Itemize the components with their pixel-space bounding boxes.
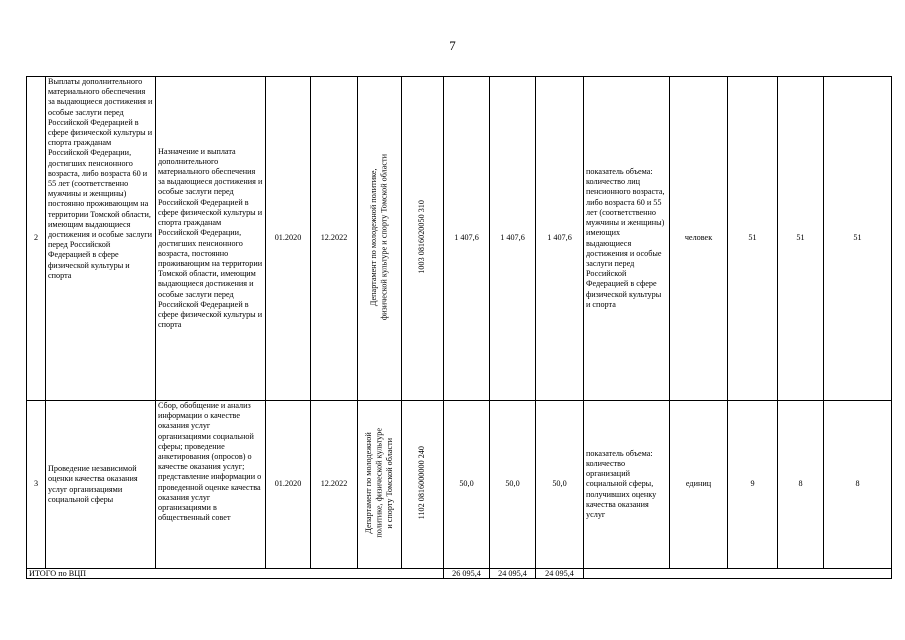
unit: единиц (670, 401, 728, 569)
event-description: Назначение и выплата дополнительного материального обеспечения за выдающиеся достижения и особые заслуги перед Российской Федерацией в сфере физической культуры и спорта гражданам Российской Федерации, достигших пенсионного возраста, постоянно проживающим на территории Томской области, имеющим выдающиеся достижения и особые заслуги перед Российской Федерацией в сфере физической культуры и спорта (156, 77, 266, 401)
value-year-1: 9 (728, 401, 778, 569)
sum-year-2: 50,0 (490, 401, 536, 569)
budget-code: 1003 0816020050 310 (402, 77, 444, 401)
page-number: 7 (449, 38, 456, 53)
indicator: показатель объема: количество лиц пенсионного возраста, либо возраста 60 и 55 лет (соответственно мужчины и женщины) имеющих выдающиеся достижения и особые заслуги перед Российской Федерацией в сфере физической культуры и спорта (584, 77, 670, 401)
total-row (27, 569, 892, 579)
event-name: Проведение независимой оценки качества оказания услуг организациями социальной сферы (46, 401, 156, 569)
total-empty (584, 569, 892, 579)
executor: Департамент по молодежной политике, физической культуре и спорту Томской области (358, 77, 402, 401)
value-year-2: 51 (778, 77, 824, 401)
event-name: Выплаты дополнительного материального обеспечения за выдающиеся достижения и особые заслуги перед Российской Федерацией в сфере физической культуры и спорта гражданам Российской Федерации, достигших пенсионного возраста, либо возраста 60 и 55 лет (соответственно мужчины и женщины) постоянно проживающим на территории Томской области, имеющим выдающиеся достижения и особые заслуги перед Российской Федерацией в сфере физической культуры и спорта (46, 77, 156, 401)
value-year-2: 8 (778, 401, 824, 569)
start-date: 01.2020 (266, 401, 311, 569)
end-date: 12.2022 (311, 401, 358, 569)
total-sum-1: 26 095,4 (444, 569, 490, 579)
value-year-1: 51 (728, 77, 778, 401)
program-table (26, 76, 892, 579)
unit: человек (670, 77, 728, 401)
sum-year-3: 50,0 (536, 401, 584, 569)
event-description: Сбор, обобщение и анализ информации о качестве оказания услуг организациями социальной сферы; проведение анкетирования (опросов) о качестве оказания услуг; представление информации о проведенной оценке качества оказания услуг организациями в общественный совет (156, 401, 266, 569)
value-year-3: 8 (824, 401, 892, 569)
sum-year-3: 1 407,6 (536, 77, 584, 401)
start-date: 01.2020 (266, 77, 311, 401)
end-date: 12.2022 (311, 77, 358, 401)
sum-year-1: 50,0 (444, 401, 490, 569)
table-row (27, 77, 892, 401)
total-label: ИТОГО по ВЦП (27, 569, 444, 579)
indicator: показатель объема: количество организаций социальной сферы, получивших оценку качества оказания услуг (584, 401, 670, 569)
row-number: 3 (27, 401, 46, 569)
executor: Департамент по молодежной политике, физической культуре и спорту Томской области (358, 401, 402, 569)
row-number: 2 (27, 77, 46, 401)
table-row (27, 401, 892, 569)
total-sum-2: 24 095,4 (490, 569, 536, 579)
sum-year-2: 1 407,6 (490, 77, 536, 401)
sum-year-1: 1 407,6 (444, 77, 490, 401)
budget-code: 1102 0816000000 240 (402, 401, 444, 569)
total-sum-3: 24 095,4 (536, 569, 584, 579)
value-year-3: 51 (824, 77, 892, 401)
